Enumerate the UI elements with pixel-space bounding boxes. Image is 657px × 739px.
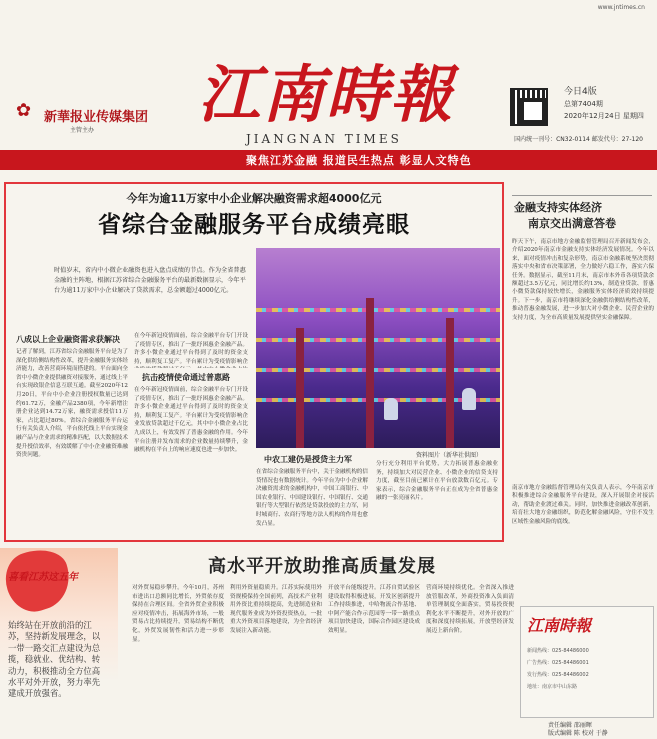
right-column-text: 昨天下午，南京市地方金融监督管理局召开新闻发布会，介绍2020年南京市金融支持实体经济发展情况。今年以来，面对疫情冲击和复杂形势，南京市金融系统坚决贯彻落实中央和省市决策部署，全力做好六稳工作，落实六保任务。数据显示，截至11月末，南京市本外币各项贷款余额超过3.5万亿元，同比增长约13%，制造业贷款、普惠小微贷款保持较快增长，金融服务实体经济质效持续提升。下一步，南京市将继续深化金融供给侧结构性改革，推动普惠金融发展，进一步加大对小微企业、民营企业的支持力度，为全市高质量发展提供坚实金融保障。	[512, 239, 654, 321]
lead-column-2: 在今年新冠疫情面前，综合金融平台专门开设了疫情专区，推出了一批纾困惠企金融产品。许多小微企业通过平台得到了及时的资金支持，顺利复工复产。平台累计为受疫情影响企业发放贷款超过千亿元，其中中小微企业占比九成以上，有效发挥了普惠金融的作用。今年平台注册并发布需求的企业数量持续攀升，金融机构在平台上的响应速度也进一步加快。	[134, 387, 248, 454]
lead-column-4: 分行充分利用平台优势，大力拓展普惠金融业务，持续加大对民营企业、小微企业的信贷支持力度，截至目前已累计在平台放款数百亿元。专家表示，综合金融服务平台正在成为全省普惠金融的一张亮丽名片。	[376, 461, 498, 502]
lead-column-2a: 在今年新冠疫情面前，综合金融平台专门开设了疫情专区，推出了一批纾困惠企金融产品。许多小微企业通过平台得到了及时的资金支持，顺利复工复产。平台累计为受疫情影响企	[134, 333, 248, 365]
lead-subhead-2: 抗击疫情使命通过普惠路	[142, 372, 230, 382]
masthead	[0, 0, 657, 150]
lead-photo[interactable]	[256, 248, 500, 448]
lead-story[interactable]	[4, 182, 504, 542]
newspaper-logo-en: JIANGNAN TIMES	[246, 132, 402, 146]
bottom-column-2: 利用外资量稳质升。江苏实际使用外资规模保持全国前列，高技术产业利用外资比重持续提高，先进制造业和现代服务业成为外资投资热点，一批重大外资项目落地建设，为全省经济发展注入新动能。	[230, 585, 322, 634]
lead-subhead-3: 中农工建仍是授贷主力军	[264, 454, 352, 464]
contact-line: 新闻热线：025-84486000	[527, 648, 589, 654]
newspaper-logo: 江南時報	[198, 58, 455, 131]
contact-logo: 江南時報	[527, 616, 592, 635]
site-url[interactable]: www.jntimes.cn	[597, 4, 645, 11]
right-headline[interactable]	[514, 200, 654, 232]
calligraphy-icon: ✿	[16, 100, 32, 121]
photo-caption: 资料图片（新华社供图）	[416, 452, 483, 459]
right-column-text-2: 南京市地方金融监督管理局有关负责人表示，今年南京市积极推进综合金融服务平台建设，深入开展银企对接活动，帮助企业渡过难关。同时，加快推进金融改革创新，培育壮大地方金融组织，防范化解金融风险，守住不发生区域性金融风险的底线。	[512, 485, 654, 525]
lead-subhead-1: 八成以上企业融资需求获解决	[16, 334, 120, 344]
issue-number: 总第7404期	[564, 100, 603, 108]
lead-kicker: 今年为逾11万家中小企业解决融资需求超4000亿元	[126, 192, 382, 205]
right-rule	[512, 195, 652, 196]
press-sponsor: 主管主办	[70, 127, 95, 134]
contact-line: 地址：南京市中山东路	[527, 684, 578, 690]
banner-text: 始终站在开放前沿的江苏，坚持新发展理念，以一带一路交汇点建设为总揽，稳就业、优结构、转动力，积极推动全方位高水平对外开放，努力率先建成开放强省。	[8, 620, 101, 699]
bottom-column-1: 对外贸易稳步攀升。今年10月，苏州市进出口总额同比增长，外贸依存度保持在合理区间。全省外贸企业积极应对疫情冲击，拓展海外市场，一般贸易占比持续提升，贸易结构不断优化，外贸发展韧性和活力进一步彰显。	[132, 585, 224, 643]
qr-code-icon[interactable]	[510, 88, 548, 126]
issue-date: 2020年12月24日 星期四	[564, 112, 644, 120]
lead-headline[interactable]: 省综合金融服务平台成绩亮眼	[98, 211, 410, 238]
slogan-text: 聚焦江苏金融 报道民生热点 彰显人文特色	[246, 154, 472, 167]
press-group	[44, 106, 148, 134]
contact-line: 广告热线：025-84486001	[527, 660, 589, 666]
editor-credits	[548, 722, 608, 738]
bottom-headline[interactable]: 高水平开放助推高质量发展	[208, 556, 436, 577]
bottom-column-4: 营商环境持续优化。全省深入推进放管服改革，外商投资准入负面清单管理制度全面落实，贸易投资便利化水平不断提升，对外开放的广度和深度持续拓展，开放型经济发展迈上新台阶。	[426, 585, 514, 634]
right-headline-2: 南京交出满意答卷	[528, 217, 616, 230]
bottom-column-3: 开放平台能级提升。江苏自贸试验区建设取得积极进展，开发区创新提升工作持续推进，中哈物流合作基地、中阿产能合作示范园等一带一路重点项目加快建设，国际合作园区建设成效明显。	[328, 585, 420, 634]
lead-column-3: 在省综合金融服务平台中，关于金融机构的信贷情况也有数据统计。今年平台为中小企业解决融资需求的金融机构中，中国工商银行、中国农业银行、中国建设银行、中国银行、交通银行等大型银行依然是贷款投放的主力军，同时城商行、农商行等地方法人机构的作用也愈发凸显。	[256, 469, 368, 527]
contact-line: 发行热线：025-84486002	[527, 672, 589, 678]
contact-box	[520, 606, 654, 718]
issue-day: 今日4版	[564, 87, 597, 97]
editor-line-1: 责任编辑 邵丽暉	[548, 722, 592, 729]
right-headline-1: 金融支持实体经济	[514, 201, 602, 214]
issue-info	[564, 86, 644, 122]
slogan-bar	[0, 150, 657, 170]
publication-codes: 国内统一刊号：CN32-0114 邮发代号：27-120	[514, 136, 643, 143]
banner-title: 喜看江苏这五年	[8, 572, 78, 583]
press-group-name: 新華报业传媒集团	[44, 110, 149, 125]
lead-column-1: 记者了解到，江苏省综合金融服务平台是为了深化供给侧结构性改革，提升金融服务实体经济能力，改善营商环境而搭建的。平台面向全省中小微企业提供融资对接服务，通过线上平台实现政银企信息互联互通。截至2020年12月20日，平台中小企业注册授权数量已达到约61.72万，金融产品2380项，今年新增注册企业达到14.72万家，融资需求授信11万家，占比超过80%。省综合金融服务平台运行有关负责人介绍，平台依托线上平台实现金融产品与企业需求的精准匹配，以大数据技术提升授信效率，有效缓解了中小企业融资难融资贵问题。	[16, 349, 128, 459]
lead-intro: 时值岁末，省内中小微企业融资也进入盘点成绩的节点。作为全省普惠金融的主阵地，根据江苏省综合金融服务平台的最新数据显示，今年平台为逾11万家中小企业解决了贷款需求，总金额超过4000亿元。	[54, 267, 246, 294]
anniversary-banner	[0, 548, 118, 738]
editor-line-2: 版式编辑 陈 校对 于静	[548, 730, 608, 737]
